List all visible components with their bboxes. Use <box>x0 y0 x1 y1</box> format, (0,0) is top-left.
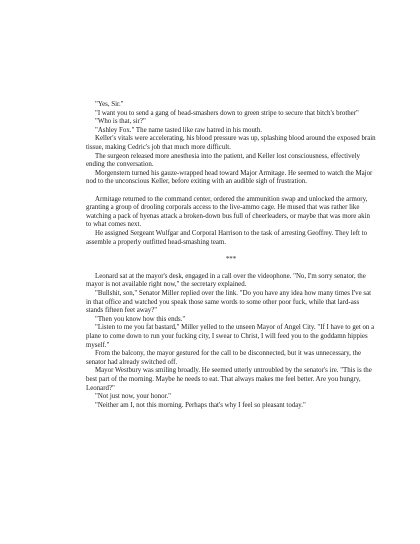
paragraph: Mayor Westbury was smiling broadly. He seemed utterly untroubled by the senator's ire. "This is the best part of the morning. Maybe he needs to eat. That always makes me feel better. Are you hungry, Leonard?" <box>86 367 372 392</box>
paragraph: From the balcony, the mayor gestured for the call to be disconnected, but it was unnecessary, the senator had already switched off. <box>86 350 362 366</box>
section-1 <box>86 101 376 187</box>
paragraph: He assigned Sergeant Wulfgar and Corporal Harrison to the task of arresting Geoffrey. They left to assemble a properly outfitted head-smashing team. <box>86 229 368 246</box>
paragraph: "I want you to send a gang of head-smashers down to green stripe to secure that bitch's brother" <box>95 109 359 117</box>
paragraph: The surgeon released more anesthesia into the patient, and Keller lost consciousness, effectively ending the conversation. <box>86 152 360 169</box>
scene-separator: *** <box>225 255 237 263</box>
paragraph: Leonard sat at the mayor's desk, engaged in a call over the videophone. "No, I'm sorry senator, the mayor is not available right now," the secretary explained. <box>86 272 366 289</box>
section-2 <box>86 196 376 248</box>
paragraph: "Yes, Sir." <box>95 101 124 108</box>
section-gap <box>86 264 376 273</box>
paragraph: Keller's vitals were accelerating, his blood pressure was up, splashing blood around the exposed brain tissue, making Cedric's job that much more difficult. <box>86 135 376 151</box>
paragraph: Armitage returned to the command center, ordered the ammunition swap and unlocked the armory, granting a group of drooling corporals access to the live-ammo cage. He mused that was rather like watching a pack of hyenas attack a broken-down bus full of cheerleaders, or maybe that was more akin to what comes next. <box>86 195 370 229</box>
section-gap <box>86 247 376 256</box>
paragraph: "Then you know how this ends." <box>95 315 186 323</box>
paragraph: "Bullshit, son," Senator Miller replied over the link. "Do you have any idea how many times I've sat in that office and watched you speak those same words to some other poor fuck, while that lard-ass stands fifteen feet away?" <box>86 290 372 315</box>
paragraph: "Who is that, sir?" <box>95 118 146 126</box>
paragraph: "Not just now, your honor." <box>95 393 171 401</box>
page-body <box>86 101 376 410</box>
paragraph: "Ashley Fox." The name tasted like raw hatred in his mouth. <box>95 126 263 134</box>
paragraph: "Listen to me you fat bastard," Miller yelled to the unseen Mayor of Angel City. "If I have to get on a plane to come down to run your fucking city, I swear to Christ, I will feed you to the goddamn hippies myself." <box>86 324 375 349</box>
paragraph: Morgenstern turned his gauze-wrapped head toward Major Armitage. He seemed to watch the Major nod to the unconscious Keller, before exiting with an audible sigh of frustration. <box>86 169 373 186</box>
paragraph: "Neither am I, not this morning. Perhaps that's why I feel so pleasant today." <box>95 401 306 409</box>
section-3 <box>86 273 376 411</box>
section-gap <box>86 187 376 196</box>
